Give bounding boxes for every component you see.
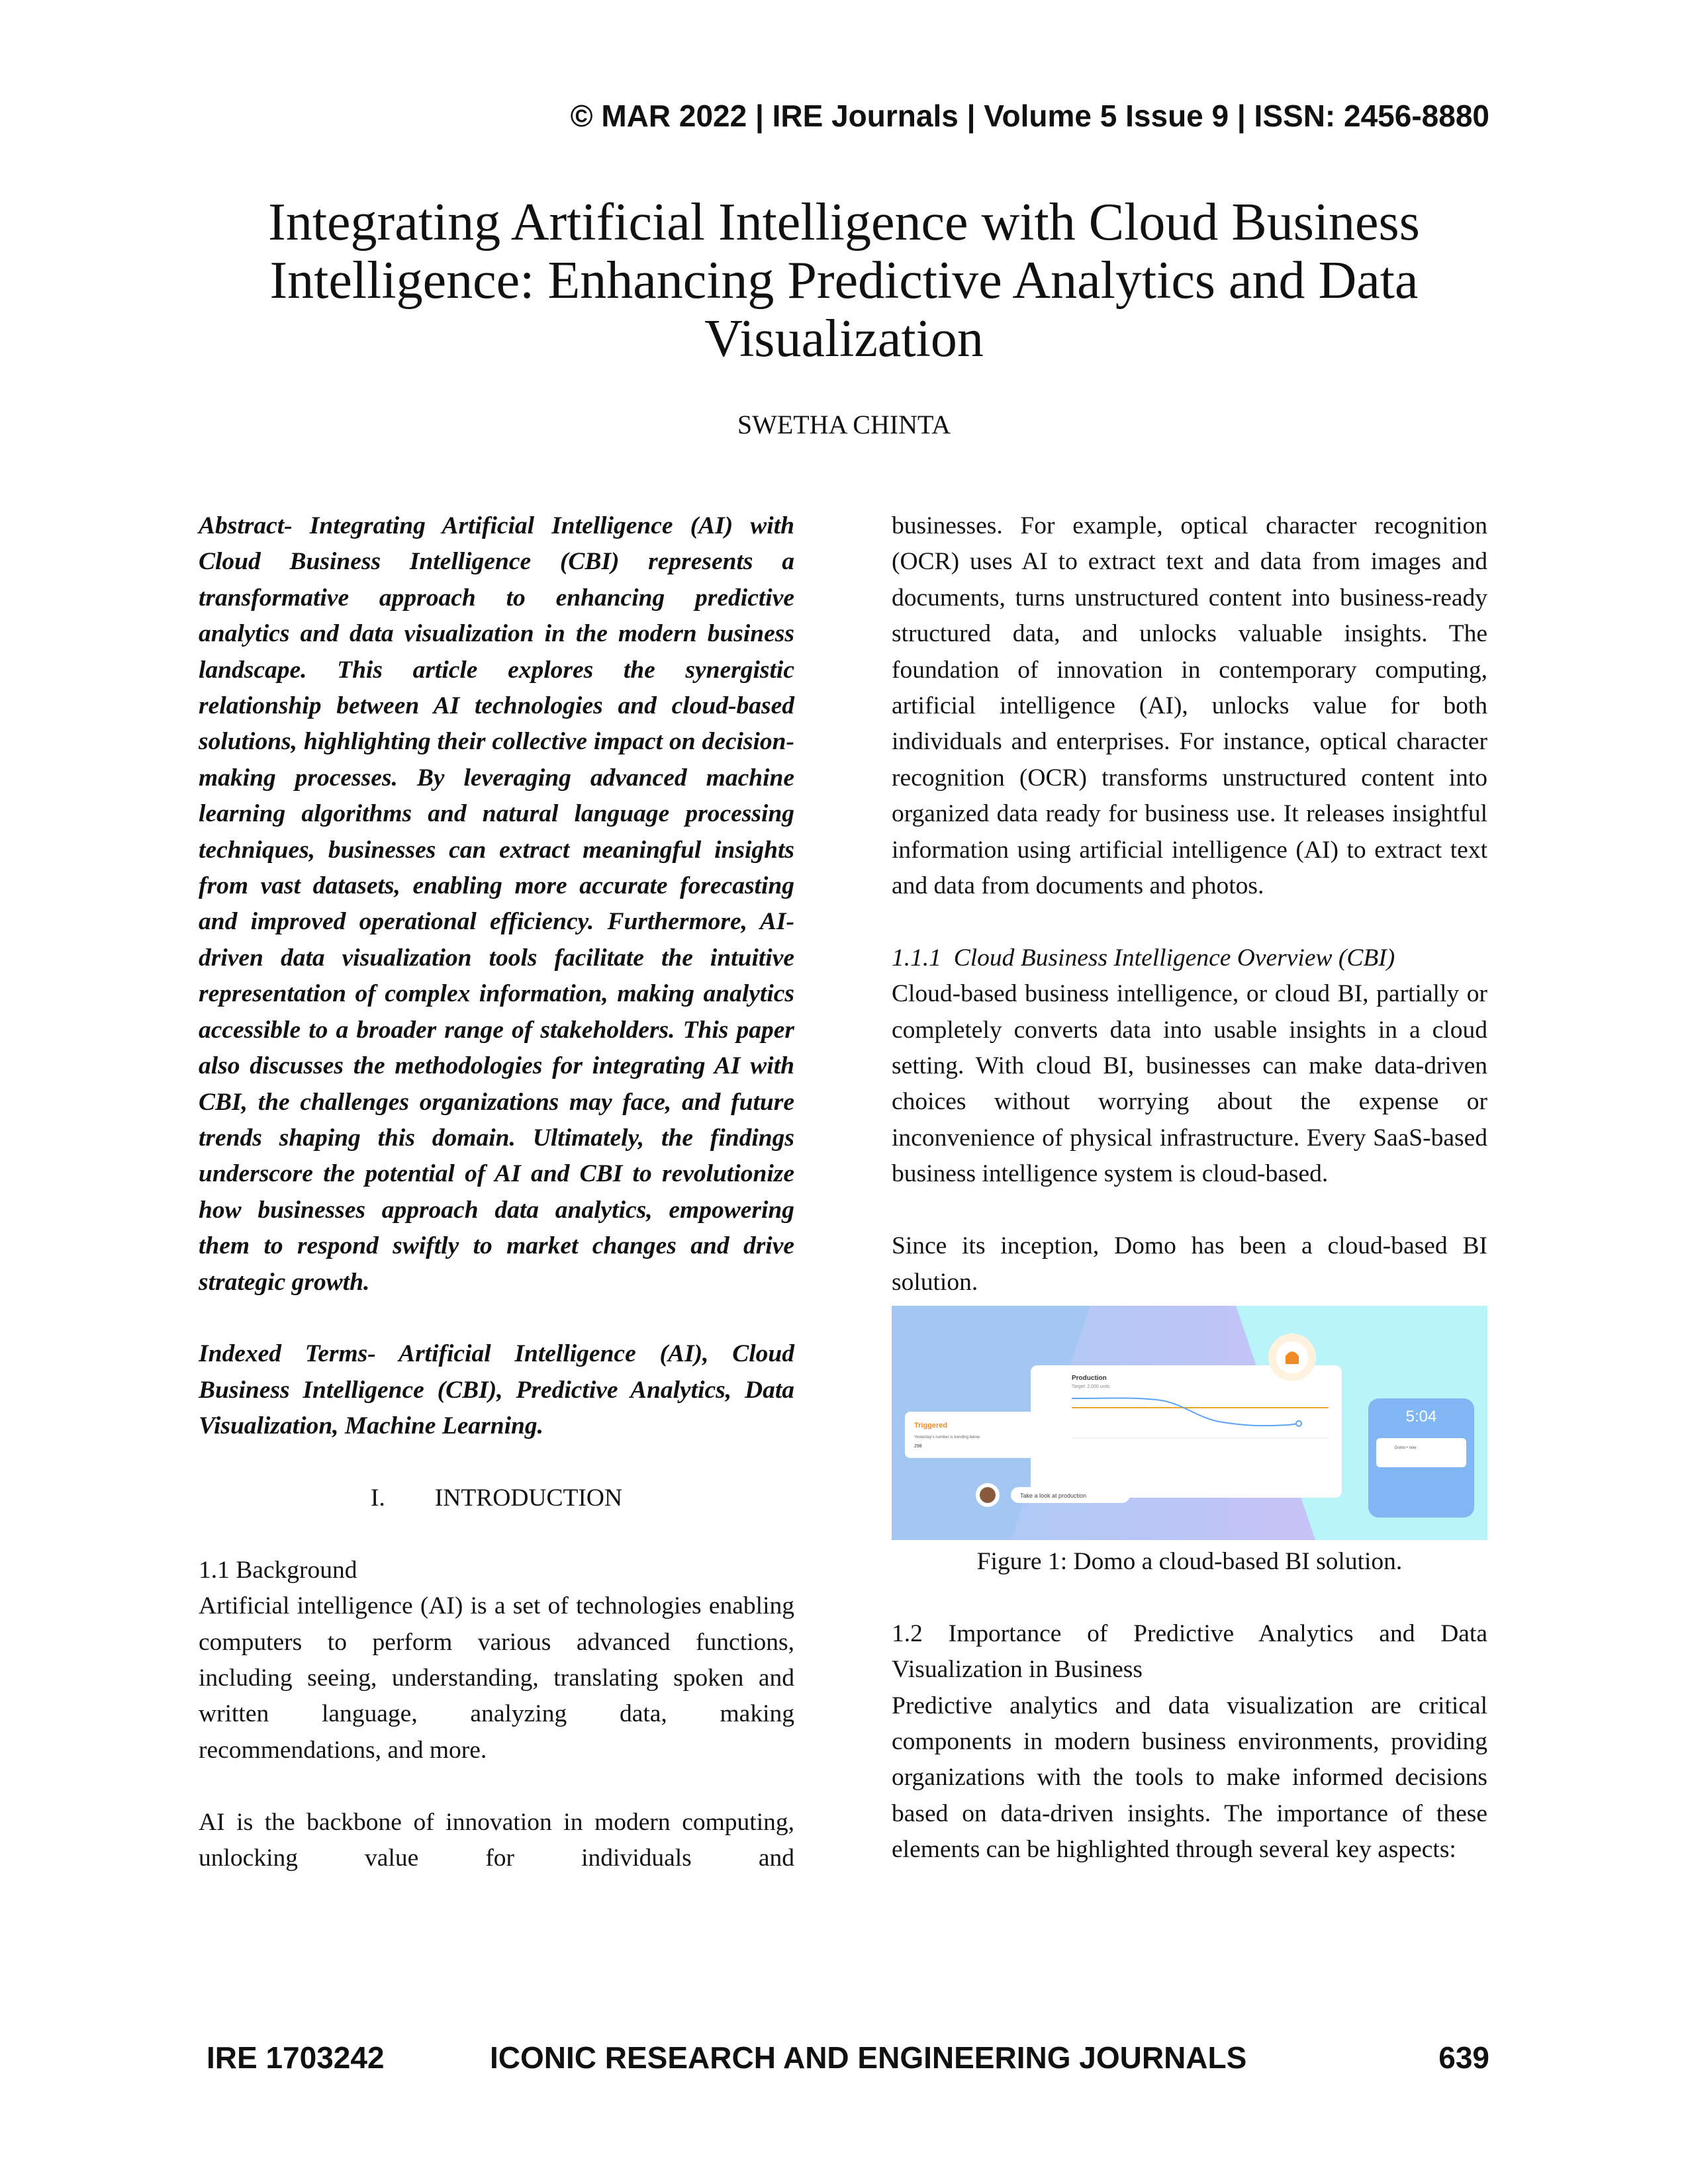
figure-illustration: [892, 1306, 1487, 1540]
phone-notification: [1376, 1438, 1466, 1467]
abstract: Abstract- Integrating Artificial Intelligence (AI) with Cloud Business Intelligence (CBI) represents a transformative approach to enhancing predictive analytics and data visualization in the modern business landscape. This article explores the synergistic relationship between AI technologies and cloud-based solutions, highlighting their collective impact on decision-making processes. By leveraging advanced machine learning algorithms and natural language processing techniques, businesses can extract meaningful insights from vast datasets, enabling more accurate forecasting and improved operational efficiency. Furthermore, AI-driven data visualization tools facilitate the intuitive representation of complex information, making analytics accessible to a broader range of stakeholders. This paper also discusses the methodologies for integrating AI with CBI, the challenges organizations may face, and future trends shaping this domain. Ultimately, the findings underscore the potential of AI and CBI to revolutionize how businesses approach data analytics, empowering them to respond swiftly to market changes and drive strategic growth.: [199, 512, 794, 1296]
footer-page-number: 639: [1438, 2040, 1489, 2075]
alert-card: [905, 1412, 1044, 1458]
author-name: SWETHA CHINTA: [737, 410, 951, 439]
alert-card-value: 298: [914, 1443, 922, 1449]
production-panel-title: Production: [1072, 1374, 1107, 1382]
paragraph-importance: Predictive analytics and data visualization are critical components in modern business environments, providing organizations with the tools to make informed decisions based on data-driven insights. The importance of these elements can be highlighted through several key aspects:: [892, 1692, 1487, 1864]
figure-caption: Figure 1: Domo a cloud-based BI solution.: [976, 1547, 1403, 1575]
subsection-heading-background: 1.1 Background: [199, 1556, 357, 1584]
paragraph-domo: Since its inception, Domo has been a cloud-based BI solution.: [892, 1232, 1487, 1296]
paragraph-cloud-bi: Cloud-based business intelligence, or cloud BI, partially or completely converts data into usable insights in a cloud setting. With cloud BI, businesses can make data-driven choices without worrying about the expense or inconvenience of physical infrastructure. Every SaaS-based business intelligence system is cloud-based.: [892, 980, 1487, 1188]
paragraph-ai-definition: Artificial intelligence (AI) is a set of technologies enabling computers to perform various advanced functions, including seeing, understanding, translating spoken and written language, analyzing data, making recommendations, and more.: [199, 1592, 794, 1764]
alert-card-label: Triggered: [914, 1421, 948, 1430]
indexed-terms: Indexed Terms- Artificial Intelligence (AI), Cloud Business Intelligence (CBI), Predictive Analytics, Data Visualization, Machine Learning.: [199, 1340, 794, 1440]
phone-time: 5:04: [1405, 1407, 1437, 1426]
left-column: [199, 508, 794, 1876]
avatar-face: [980, 1487, 996, 1503]
phone-notification-text: Domo • now: [1395, 1445, 1417, 1450]
right-column: [892, 508, 1487, 1868]
trend-point: [1296, 1421, 1301, 1426]
footer-journal-name: ICONIC RESEARCH AND ENGINEERING JOURNALS: [490, 2040, 1247, 2075]
figure-domo-screenshot: [892, 1306, 1487, 1540]
subsection-heading-cloud-bi: 1.1.1 Cloud Business Intelligence Overview (CBI): [892, 944, 1395, 972]
subsection-heading-importance: 1.2 Importance of Predictive Analytics and Data Visualization in Business: [892, 1619, 1487, 1684]
cta-text: Take a look at production: [1020, 1492, 1087, 1499]
production-panel-subtitle: Target: 2,000 units: [1072, 1384, 1110, 1389]
footer-article-id: IRE 1703242: [207, 2040, 385, 2075]
paragraph-ocr-continued: businesses. For example, optical character recognition (OCR) uses AI to extract text and data from images and documents, turns unstructured content into business-ready structured data, and unlocks valuable insights. The foundation of innovation in contemporary computing, artificial intelligence (AI), unlocks value for both individuals and enterprises. For instance, optical character recognition (OCR) transforms unstructured content into organized data ready for business use. It releases insightful information using artificial intelligence (AI) to extract text and data from documents and photos.: [892, 512, 1487, 900]
alert-card-text: Yesterday's number is trending below: [914, 1435, 980, 1439]
paragraph-ai-backbone: AI is the backbone of innovation in modern computing, unlocking value for individuals and: [199, 1808, 794, 1872]
journal-header: © MAR 2022 | IRE Journals | Volume 5 Issue 9 | ISSN: 2456-8880: [570, 99, 1489, 133]
section-heading-introduction: I. INTRODUCTION: [370, 1484, 623, 1512]
paper-title: Integrating Artificial Intelligence with Cloud Business Intelligence: Enhancing Predictive Analytics and Data Visualization: [268, 193, 1420, 368]
